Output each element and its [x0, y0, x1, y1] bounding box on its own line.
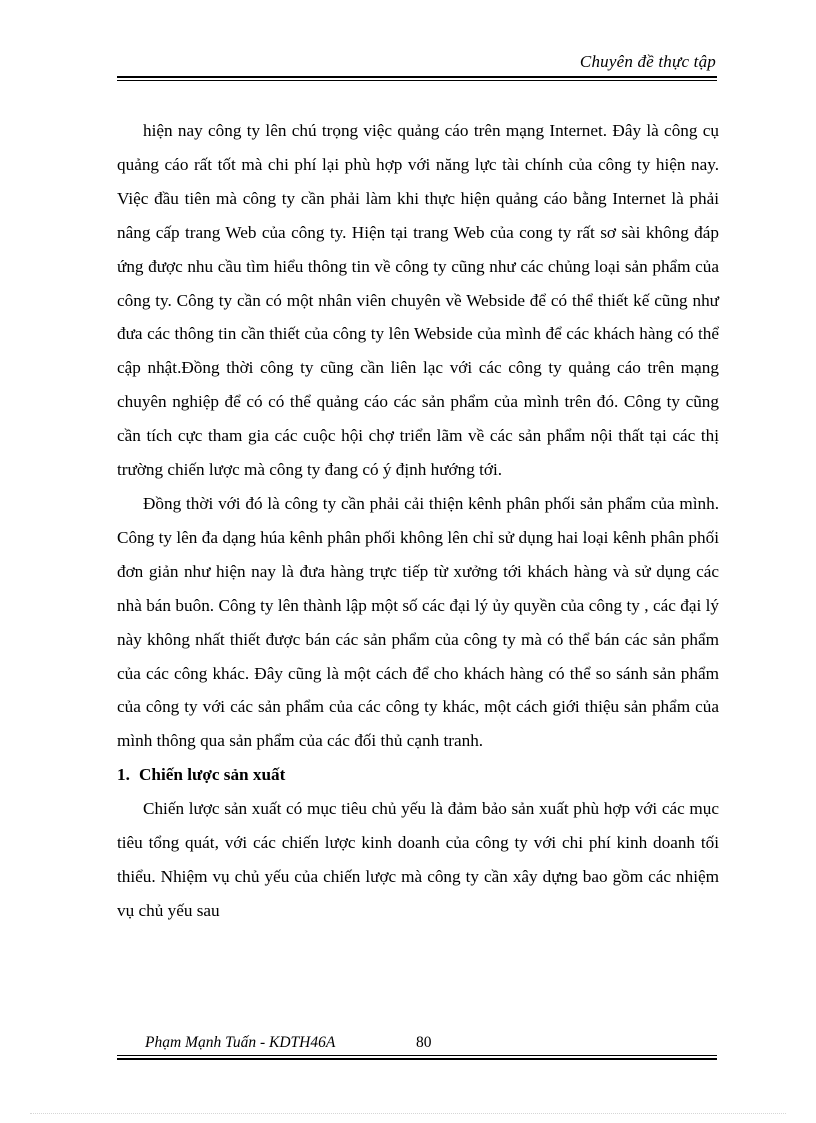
header-title: Chuyên đề thực tập — [579, 52, 716, 71]
footer-author: Phạm Mạnh Tuấn - KDTH46A — [145, 1034, 336, 1051]
footer-rule-thin — [117, 1055, 717, 1056]
section-paragraph: Chiến lược sản xuất có mục tiêu chủ yếu là đảm bảo sản xuất phù hợp với các mục tiêu tổng quát, với các chiến lược kinh doanh của công ty với chi phí kinh doanh tối thiểu. Nhiệm vụ chủ yếu của chiến lược mà công ty cần xây dựng bao gồm các nhiệm vụ chủ yếu sau — [117, 799, 719, 920]
section-heading — [117, 758, 719, 792]
header-rule-thin — [117, 80, 717, 81]
paragraph-2: Đồng thời với đó là công ty cần phải cải thiện kênh phân phối sản phẩm của mình. Công ty lên đa dạng húa kênh phân phối không lên chỉ sử dụng hai loại kênh phân phối đơn giản như hiện nay là đưa hàng trực tiếp từ xưởng tới khách hàng và sử dụng các nhà bán buôn. Công ty lên thành lập một số các đại lý ủy quyền của công ty , các đại lý này không nhất thiết được bán các sản phẩm của công ty mà có thể bán các sản phẩm của các công khác. Đây cũng là một cách để cho khách hàng có thể so sánh sản phẩm của công ty với các sản phẩm của các công ty khác, một cách giới thiệu sản phẩm của mình thông qua sản phẩm của các đối thủ cạnh tranh. — [117, 493, 719, 751]
footer-rule-thick — [117, 1058, 717, 1060]
page-number: 80 — [416, 1034, 432, 1051]
section-number: 1. — [117, 765, 130, 785]
paragraph-1: hiện nay công ty lên chú trọng việc quảng cáo trên mạng Internet. Đây là công cụ quảng cáo rất tốt mà chi phí lại phù hợp với năng lực tài chính của công ty hiện nay. Việc đầu tiên mà công ty cần phải làm khi thực hiện quảng cáo bằng Internet là phải nâng cấp trang Web của công ty. Hiện tại trang Web của cong ty rất sơ sài không đáp ứng được nhu cầu tìm hiểu thông tin về công ty cũng như các chủng loại sản phẩm của công ty. Công ty cần có một nhân viên chuyên về Webside để có thể thiết kế cũng như đưa các thông tin cần thiết của công ty lên Webside của mình để các khách hàng có thể cập nhật.Đồng thời công ty cũng cần liên lạc với các công ty quảng cáo trên mạng chuyên nghiệp để có có thể quảng cáo các sản phẩm của mình trên đó. Công ty cũng cần tích cực tham gia các cuộc hội chợ triển lãm về các sản phẩm nội thất tại các thị trường chiến lược mà công ty đang có ý định hướng tới. — [117, 121, 719, 480]
body-text — [117, 114, 719, 928]
page-edge-divider — [30, 1113, 786, 1114]
section-title: Chiến lược sản xuất — [139, 765, 286, 785]
header-rule-thick — [117, 76, 717, 78]
